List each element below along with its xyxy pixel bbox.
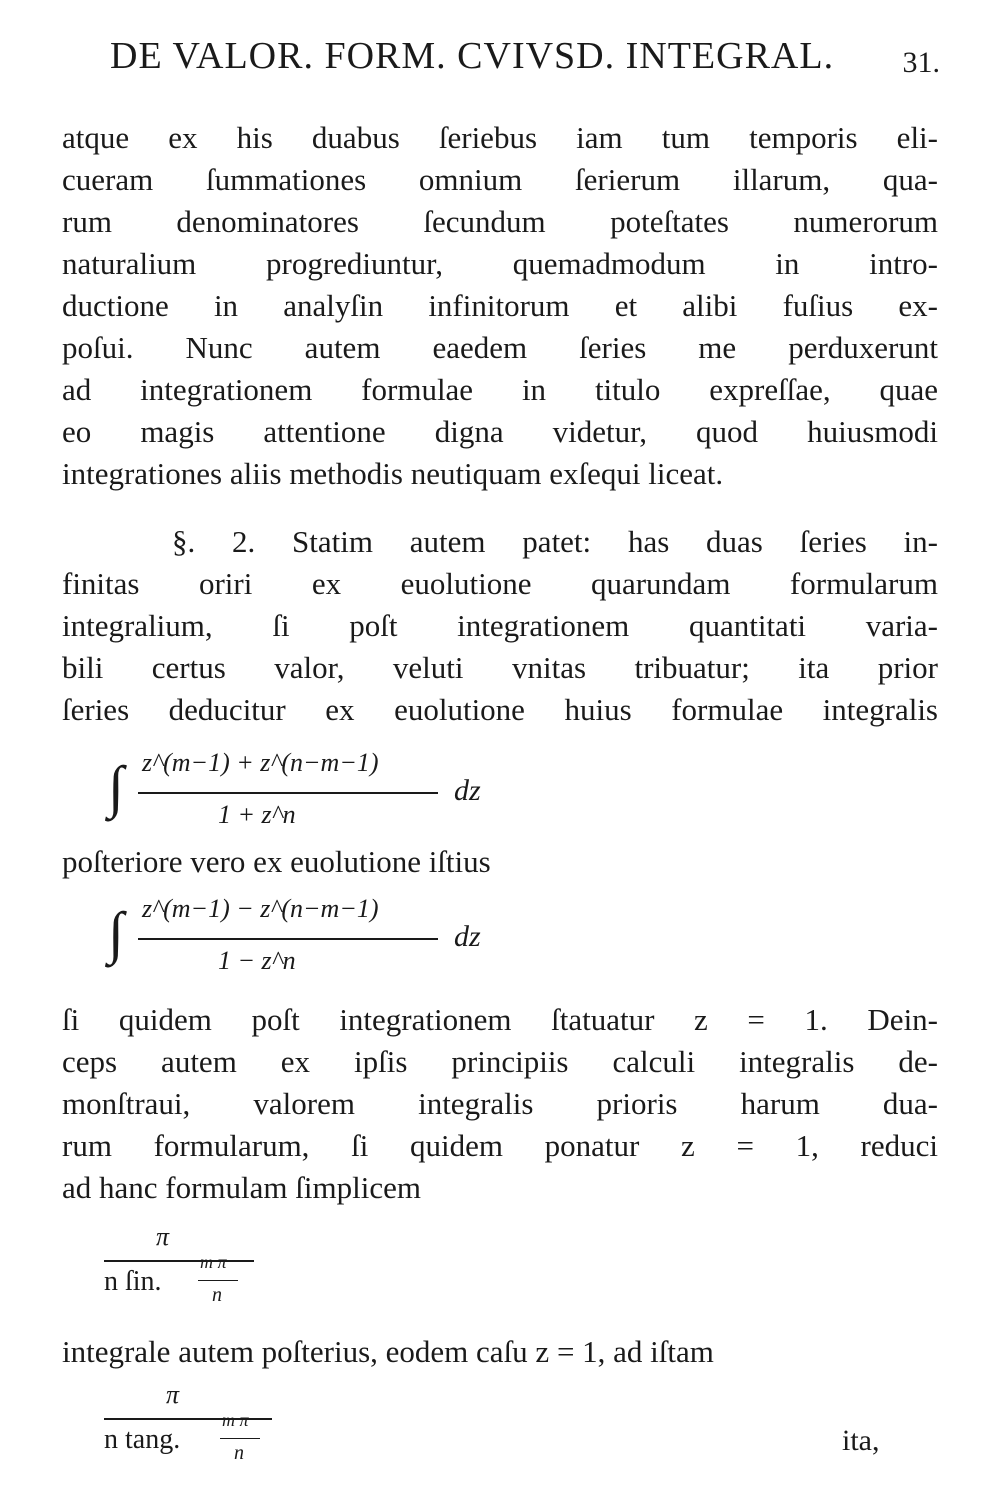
text-line: naturalium progrediuntur, quemadmodum in intro- bbox=[62, 246, 938, 281]
text-line: poſteriore vero ex euolutione iſtius bbox=[62, 844, 491, 879]
running-title: DE VALOR. FORM. CVIVSD. INTEGRAL. bbox=[110, 35, 835, 77]
formula-numerator: π bbox=[156, 1222, 170, 1251]
text-line: rum denominatores ſecundum poteſtates numerorum bbox=[62, 204, 938, 239]
text-line: ceps autem ex ipſis principiis calculi integralis de- bbox=[62, 1044, 938, 1079]
text-line: ad hanc formulam ſimplicem bbox=[62, 1170, 421, 1205]
formula-denominator: 1 − z^n bbox=[218, 946, 296, 975]
inner-fraction-bar bbox=[198, 1280, 238, 1281]
fraction-bar bbox=[104, 1260, 254, 1262]
inner-denominator: n bbox=[234, 1442, 244, 1464]
formula-numerator: z^(m−1) + z^(n−m−1) bbox=[142, 748, 379, 777]
inner-fraction-bar bbox=[220, 1438, 260, 1439]
formula-differential: dz bbox=[454, 920, 481, 953]
catchword: ita, bbox=[842, 1424, 880, 1457]
fraction-bar bbox=[138, 938, 438, 940]
formula-numerator: π bbox=[166, 1380, 180, 1409]
formula-2 bbox=[108, 894, 528, 984]
text-line: ductione in analyſin infinitorum et alibi fuſius ex- bbox=[62, 288, 938, 323]
formula-1 bbox=[108, 748, 528, 838]
text-line: ad integrationem formulae in titulo expreſſae, quae bbox=[62, 372, 938, 407]
integral-sign: ∫ bbox=[108, 754, 124, 819]
formula-3 bbox=[104, 1222, 304, 1322]
formula-differential: dz bbox=[454, 774, 481, 807]
text-line: §. 2. Statim autem patet: has duas ſeries in- bbox=[172, 524, 938, 559]
inner-numerator: m π bbox=[222, 1410, 249, 1430]
formula-numerator: z^(m−1) − z^(n−m−1) bbox=[142, 894, 379, 923]
formula-denominator: 1 + z^n bbox=[218, 800, 296, 829]
text-line: eo magis attentione digna videtur, quod huiusmodi bbox=[62, 414, 938, 449]
text-line: atque ex his duabus ſeriebus iam tum temporis eli- bbox=[62, 120, 938, 155]
formula-4 bbox=[104, 1380, 324, 1480]
text-line: rum formularum, ſi quidem ponatur z = 1, reduci bbox=[62, 1128, 938, 1163]
inner-numerator: m π bbox=[200, 1252, 227, 1272]
formula-denominator-prefix: n tang. bbox=[104, 1424, 181, 1455]
text-line: ſeries deducitur ex euolutione huius formulae integralis bbox=[62, 692, 938, 727]
text-line: finitas oriri ex euolutione quarundam formularum bbox=[62, 566, 938, 601]
integral-sign: ∫ bbox=[108, 900, 124, 965]
text-line: integrationes aliis methodis neutiquam exſequi liceat. bbox=[62, 456, 724, 491]
page-number: 31. bbox=[902, 46, 940, 79]
inner-denominator: n bbox=[212, 1284, 222, 1306]
text-line: cueram ſummationes omnium ſerierum illarum, qua- bbox=[62, 162, 938, 197]
text-line: integrale autem poſterius, eodem caſu z = 1, ad iſtam bbox=[62, 1334, 714, 1369]
fraction-bar bbox=[138, 792, 438, 794]
formula-denominator-prefix: n ſin. bbox=[104, 1266, 162, 1297]
text-line: ſi quidem poſt integrationem ſtatuatur z = 1. Dein- bbox=[62, 1002, 938, 1037]
text-line: monſtraui, valorem integralis prioris harum dua- bbox=[62, 1086, 938, 1121]
text-line: poſui. Nunc autem eaedem ſeries me perduxerunt bbox=[62, 330, 938, 365]
text-line: bili certus valor, veluti vnitas tribuatur; ita prior bbox=[62, 650, 938, 685]
page-header bbox=[110, 34, 940, 94]
text-line: integralium, ſi poſt integrationem quantitati varia- bbox=[62, 608, 938, 643]
